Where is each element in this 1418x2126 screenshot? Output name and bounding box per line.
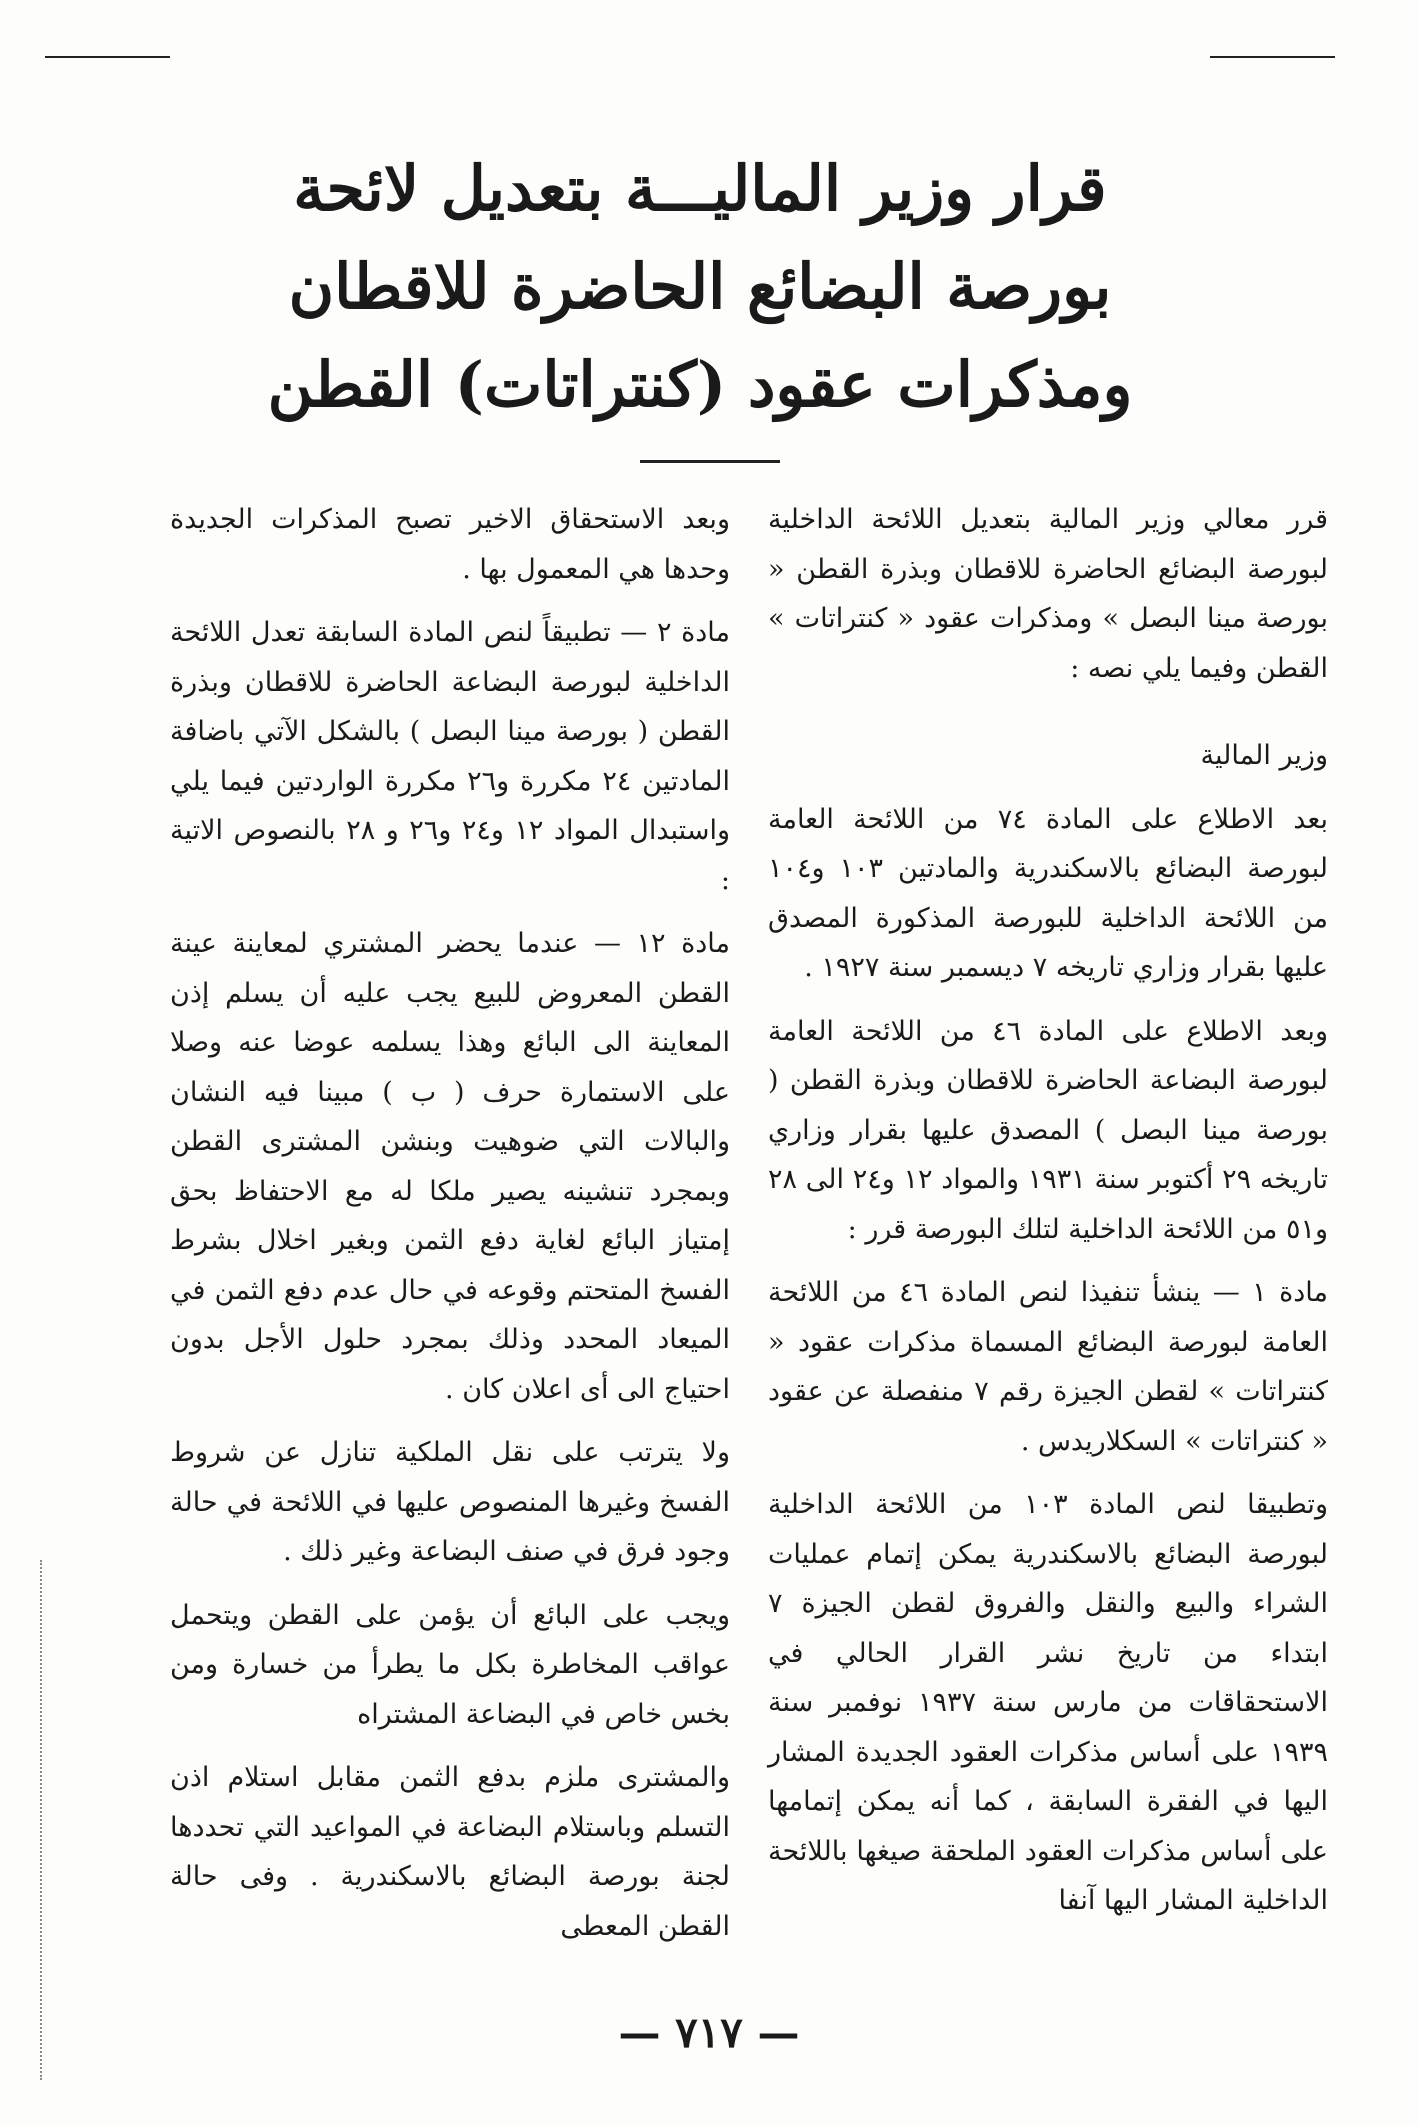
paragraph-heading: وزير المالية	[1200, 740, 1328, 771]
paragraph: بعد الاطلاع على المادة ٧٤ من اللائحة العامة لبورصة البضائع بالاسكندرية والمادتين ١٠٣ و١٠٤ من اللائحة الداخلية للبورصة المذكورة المصدق عليها بقرار وزاري تاريخه ٧ ديسمبر سنة ١٩٢٧ .	[768, 803, 1329, 983]
paragraph: مادة ١ — ينشأ تنفيذا لنص المادة ٤٦ من اللائحة العامة لبورصة البضائع المسماة مذكرات عقود « كنتراتات » لقطن الجيزة رقم ٧ منفصلة عن عقود « كنتراتات » السكلاريدس .	[768, 1277, 1328, 1457]
paragraph: والمشترى ملزم بدفع الثمن مقابل استلام اذن التسلم وباستلام البضاعة في المواعيد التي تحددها لجنة بورصة البضائع بالاسكندرية . وفى حالة القطن المعطى	[170, 1762, 730, 1942]
top-rule-right	[1210, 56, 1335, 58]
paragraph: قرر معالي وزير المالية بتعديل اللائحة الداخلية لبورصة البضائع الحاضرة للاقطان وبذرة القطن « بورصة مينا البصل » ومذكرات عقود « كنتراتات » القطن وفيما يلي نصه :	[768, 504, 1328, 684]
text-column-left	[170, 495, 730, 1965]
title-line-1: قرار وزير الماليـــة بتعديل لائحة	[293, 152, 1107, 225]
document-title	[150, 140, 1250, 434]
paragraph: وبعد الاطلاع على المادة ٤٦ من اللائحة العامة لبورصة البضاعة الحاضرة للاقطان وبذرة القطن ( بورصة مينا البصل ) المصدق عليها بقرار وزاري تاريخه ٢٩ أكتوبر سنة ١٩٣١ والمواد ١٢ و٢٤ الى ٢٨ و٥١ من اللائحة الداخلية لتلك البورصة قرر :	[768, 1015, 1329, 1245]
text-column-right	[768, 495, 1328, 1940]
top-rule-left	[45, 56, 170, 58]
title-line-2: بورصة البضائع الحاضرة للاقطان	[288, 250, 1112, 323]
title-line-3: ومذكرات عقود (كنتراتات) القطن	[267, 348, 1133, 421]
title-underline	[640, 460, 780, 463]
paragraph: وتطبيقا لنص المادة ١٠٣ من اللائحة الداخلية لبورصة البضائع بالاسكندرية يمكن إتمام عمليات الشراء والبيع والنقل والفروق لقطن الجيزة ٧ ابتداء من تاريخ نشر القرار الحالي في الاستحقاقات من مارس سنة ١٩٣٧ نوفمبر سنة ١٩٣٩ على أساس مذكرات العقود الجديدة المشار اليها في الفقرة السابقة ، كما أنه يمكن إتمامها على أساس مذكرات العقود الملحقة صيغها باللائحة الداخلية المشار اليها آنفا	[768, 1489, 1328, 1916]
page-number: — ٧١٧ —	[618, 2008, 800, 2057]
paragraph: مادة ١٢ — عندما يحضر المشتري لمعاينة عينة القطن المعروض للبيع يجب عليه أن يسلم إذن المعاينة الى البائع وهذا يسلمه عوضا عنه وصلا على الاستمارة حرف ( ب ) مبينا فيه النشان والبالات التي ضوهيت وبنشن المشترى القطن وبمجرد تنشينه يصير ملكا له مع الاحتفاظ بحق إمتياز البائع لغاية دفع الثمن وبغير اخلال بشرط الفسخ المتحتم وقوعه في حال عدم دفع الثمن في الميعاد المحدد وذلك بمجرد حلول الأجل بدون احتياج الى أى اعلان كان .	[170, 928, 730, 1405]
paragraph: ولا يترتب على نقل الملكية تنازل عن شروط الفسخ وغيرها المنصوص عليها في اللائحة في حالة وجود فرق في صنف البضاعة وغير ذلك .	[170, 1437, 730, 1567]
paragraph: ويجب على البائع أن يؤمن على القطن ويتحمل عواقب المخاطرة بكل ما يطرأ من خسارة ومن بخس خاص في البضاعة المشتراه	[170, 1599, 730, 1730]
paragraph: وبعد الاستحقاق الاخير تصبح المذكرات الجديدة وحدها هي المعمول بها .	[170, 504, 730, 585]
margin-dotted-line	[40, 1560, 44, 2080]
paragraph: مادة ٢ — تطبيقاً لنص المادة السابقة تعدل اللائحة الداخلية لبورصة البضاعة الحاضرة للاقطان وبذرة القطن ( بورصة مينا البصل ) بالشكل الآتي باضافة المادتين ٢٤ مكررة و٢٦ مكررة الواردتين فيما يلي واستبدال المواد ١٢ و٢٤ و٢٦ و ٢٨ بالنصوص الاتية :	[170, 617, 730, 896]
